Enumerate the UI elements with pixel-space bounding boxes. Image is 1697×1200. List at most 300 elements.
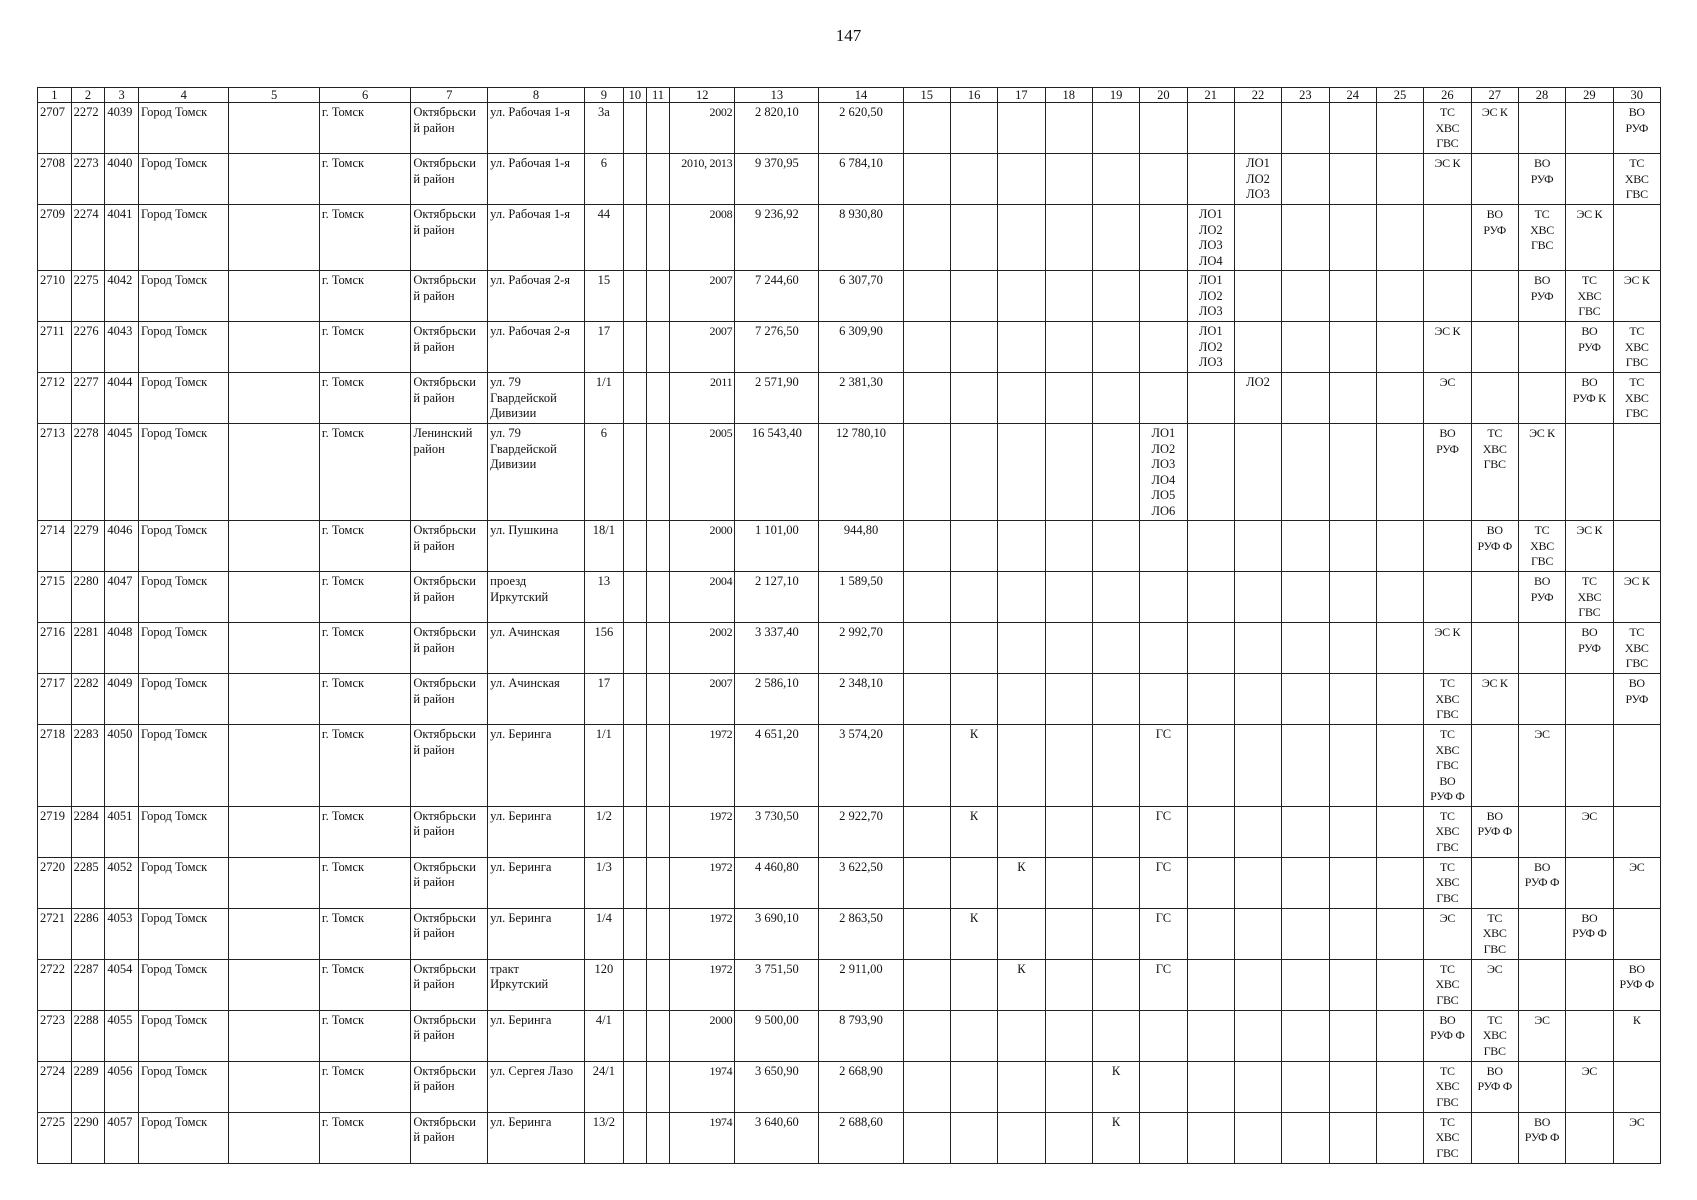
cell-text: ул. Беринга: [490, 1114, 552, 1129]
cell-col-7: [411, 1010, 488, 1061]
cell-col-18: [1045, 572, 1092, 623]
cell-col-23: [1282, 271, 1329, 322]
cell-col-12: [670, 1061, 735, 1112]
cell-col-22: [1234, 857, 1281, 908]
cell-text: 2712: [40, 375, 65, 389]
cell-col-17: [998, 154, 1045, 205]
cell-text: 6 309,90: [839, 324, 883, 338]
cell-col-18: [1045, 725, 1092, 807]
cell-col-6: [319, 1061, 411, 1112]
cell-col-22: [1234, 1061, 1281, 1112]
cell-col-1: [38, 103, 72, 154]
cell-col-8: [488, 725, 585, 807]
cell-text: Город Томск: [140, 375, 208, 389]
cell-col-17: [998, 674, 1045, 725]
cell-text: ЭС: [1534, 1012, 1550, 1027]
cell-col-5: [229, 572, 319, 623]
cell-text: 3 337,40: [755, 625, 799, 639]
cell-text: 2714: [40, 523, 65, 537]
cell-col-6: [319, 373, 411, 424]
cell-col-22: [1234, 271, 1281, 322]
cell-col-24: [1329, 857, 1376, 908]
cell-text: К: [969, 727, 979, 741]
cell-col-25: [1376, 674, 1423, 725]
cell-text: 4044: [107, 375, 133, 389]
cell-col-13: [735, 674, 819, 725]
cell-text: 120: [594, 961, 614, 976]
cell-text: 2 381,30: [839, 375, 883, 389]
cell-col-28: [1518, 373, 1565, 424]
cell-col-8: [488, 322, 585, 373]
cell-text: 2 911,00: [839, 961, 883, 976]
cell-text: 8 930,80: [839, 207, 883, 221]
cell-text: ул. Беринга: [490, 727, 552, 741]
cell-text: Город Томск: [140, 910, 208, 925]
cell-text: ВО РУФ Ф: [1477, 523, 1512, 553]
cell-text: 9 370,95: [755, 156, 799, 170]
cell-col-12: [670, 205, 735, 271]
cell-text: Город Томск: [140, 676, 208, 690]
cell-col-29: [1566, 623, 1613, 674]
cell-text: 4050: [107, 727, 133, 741]
cell-col-9: [584, 908, 623, 959]
cell-col-6: [319, 857, 411, 908]
cell-col-1: [38, 806, 72, 857]
cell-text: Город Томск: [140, 1012, 208, 1027]
cell-col-10: [623, 1112, 646, 1163]
cell-col-8: [488, 1010, 585, 1061]
cell-text: ВО РУФ Ф: [1619, 961, 1654, 991]
cell-col-5: [229, 1010, 319, 1061]
cell-col-3: [105, 725, 139, 807]
cell-text: ЭС: [1439, 375, 1456, 389]
cell-col-6: [319, 271, 411, 322]
column-number-header-row: [38, 88, 1661, 103]
cell-col-27: [1471, 424, 1518, 521]
cell-col-10: [623, 908, 646, 959]
cell-col-16: [950, 674, 997, 725]
cell-text: 2276: [73, 324, 99, 338]
cell-col-5: [229, 725, 319, 807]
cell-text: Город Томск: [140, 105, 208, 119]
cell-col-19: [1092, 424, 1139, 521]
cell-col-17: [998, 424, 1045, 521]
cell-col-17: [998, 1010, 1045, 1061]
cell-col-19: [1092, 1061, 1139, 1112]
cell-text: ТС ХВС ГВС: [1435, 961, 1460, 1007]
cell-col-26: [1424, 572, 1471, 623]
cell-text: ТС ХВС ГВС: [1624, 324, 1649, 369]
cell-col-21: [1187, 1112, 1234, 1163]
cell-text: ТС ХВС ГВС: [1624, 625, 1649, 670]
cell-text: ТС ХВС ГВС: [1482, 910, 1507, 956]
cell-col-12: [670, 322, 735, 373]
cell-col-23: [1282, 373, 1329, 424]
cell-text: проезд Иркутский: [490, 574, 549, 604]
cell-text: Город Томск: [140, 625, 208, 639]
cell-col-16: [950, 908, 997, 959]
cell-text: 4039: [107, 105, 133, 119]
cell-col-18: [1045, 322, 1092, 373]
cell-text: ВО РУФ: [1625, 105, 1649, 135]
cell-col-1: [38, 322, 72, 373]
column-header-21: 21: [1187, 88, 1234, 103]
cell-text: ТС ХВС ГВС: [1435, 1114, 1460, 1160]
cell-col-10: [623, 725, 646, 807]
cell-col-15: [903, 908, 950, 959]
cell-text: ул. Беринга: [490, 1012, 552, 1027]
cell-text: 13/2: [592, 1114, 615, 1129]
cell-text: ЭС: [1534, 727, 1550, 741]
cell-col-22: [1234, 424, 1281, 521]
cell-col-14: [819, 424, 903, 521]
cell-col-24: [1329, 959, 1376, 1010]
cell-col-23: [1282, 1112, 1329, 1163]
cell-text: ТС ХВС ГВС: [1624, 375, 1649, 420]
cell-text: 156: [594, 625, 614, 639]
cell-text: 1972: [709, 910, 733, 925]
cell-col-19: [1092, 205, 1139, 271]
cell-text: 6: [600, 426, 607, 440]
cell-col-15: [903, 322, 950, 373]
cell-text: г. Томск: [321, 207, 365, 221]
cell-col-28: [1518, 322, 1565, 373]
cell-col-26: [1424, 623, 1471, 674]
cell-col-6: [319, 959, 411, 1010]
cell-col-21: [1187, 623, 1234, 674]
cell-text: 2725: [40, 1114, 65, 1129]
cell-col-10: [623, 103, 646, 154]
cell-col-11: [646, 1061, 669, 1112]
cell-col-20: [1140, 725, 1187, 807]
cell-col-8: [488, 857, 585, 908]
cell-col-12: [670, 623, 735, 674]
cell-col-30: [1613, 521, 1660, 572]
cell-col-13: [735, 725, 819, 807]
cell-text: ул. 79 Гвардейской Дивизии: [490, 375, 557, 420]
cell-col-9: [584, 623, 623, 674]
cell-col-16: [950, 857, 997, 908]
cell-col-7: [411, 674, 488, 725]
cell-text: 9 236,92: [755, 207, 799, 221]
cell-col-11: [646, 1010, 669, 1061]
cell-col-27: [1471, 623, 1518, 674]
cell-text: 2710: [40, 273, 65, 287]
cell-col-9: [584, 806, 623, 857]
cell-text: 1/2: [595, 808, 612, 823]
cell-col-17: [998, 572, 1045, 623]
cell-col-9: [584, 271, 623, 322]
cell-text: 15: [597, 273, 611, 287]
cell-col-20: [1140, 1061, 1187, 1112]
cell-col-16: [950, 806, 997, 857]
cell-text: Город Томск: [140, 574, 208, 588]
cell-col-28: [1518, 521, 1565, 572]
cell-col-27: [1471, 322, 1518, 373]
cell-text: 4 651,20: [755, 727, 799, 741]
cell-col-18: [1045, 1061, 1092, 1112]
cell-col-23: [1282, 1061, 1329, 1112]
cell-col-16: [950, 521, 997, 572]
cell-col-23: [1282, 908, 1329, 959]
cell-col-2: [71, 959, 105, 1010]
cell-col-23: [1282, 424, 1329, 521]
cell-text: 2279: [73, 523, 99, 537]
cell-text: г. Томск: [321, 574, 365, 588]
cell-text: 2289: [73, 1063, 99, 1078]
cell-col-30: [1613, 725, 1660, 807]
cell-col-3: [105, 103, 139, 154]
cell-text: ул. Беринга: [490, 859, 552, 874]
cell-text: 2281: [73, 625, 99, 639]
cell-text: 2007: [709, 273, 733, 287]
cell-col-14: [819, 205, 903, 271]
cell-text: ЛО1 ЛО2 ЛО3: [1198, 324, 1223, 369]
cell-col-15: [903, 103, 950, 154]
cell-col-11: [646, 424, 669, 521]
cell-col-4: [138, 154, 228, 205]
cell-col-7: [411, 806, 488, 857]
cell-col-19: [1092, 154, 1139, 205]
cell-col-4: [138, 205, 228, 271]
column-header-8: 8: [488, 88, 585, 103]
cell-col-9: [584, 857, 623, 908]
cell-col-5: [229, 205, 319, 271]
cell-col-13: [735, 572, 819, 623]
cell-text: К: [1017, 961, 1026, 976]
cell-col-9: [584, 322, 623, 373]
cell-text: 2 348,10: [839, 676, 883, 690]
cell-col-1: [38, 424, 72, 521]
cell-col-16: [950, 271, 997, 322]
cell-text: 17: [597, 676, 611, 690]
cell-text: ул. Рабочая 2-я: [490, 273, 571, 287]
cell-col-23: [1282, 959, 1329, 1010]
column-header-14: 14: [819, 88, 903, 103]
cell-col-7: [411, 424, 488, 521]
cell-col-26: [1424, 424, 1471, 521]
cell-col-6: [319, 424, 411, 521]
cell-text: г. Томск: [321, 910, 365, 925]
cell-col-8: [488, 674, 585, 725]
cell-text: ЛО1 ЛО2 ЛО3: [1246, 156, 1270, 201]
cell-col-20: [1140, 806, 1187, 857]
cell-col-30: [1613, 959, 1660, 1010]
cell-col-20: [1140, 373, 1187, 424]
cell-col-25: [1376, 1112, 1423, 1163]
cell-col-2: [71, 806, 105, 857]
cell-col-22: [1234, 959, 1281, 1010]
cell-text: ТС ХВС ГВС: [1435, 859, 1460, 905]
cell-col-17: [998, 908, 1045, 959]
cell-col-15: [903, 674, 950, 725]
table-row: [38, 623, 1661, 674]
cell-col-6: [319, 103, 411, 154]
cell-col-22: [1234, 521, 1281, 572]
cell-text: 2008: [709, 207, 733, 221]
cell-text: ВО РУФ: [1483, 207, 1506, 237]
cell-text: 1/4: [595, 910, 612, 925]
cell-col-1: [38, 521, 72, 572]
cell-col-5: [229, 1061, 319, 1112]
table-row: [38, 572, 1661, 623]
cell-text: г. Томск: [321, 523, 365, 537]
cell-text: 2 127,10: [755, 574, 799, 588]
cell-text: Октябрьски й район: [413, 808, 476, 838]
cell-col-3: [105, 908, 139, 959]
cell-col-4: [138, 959, 228, 1010]
table-row: [38, 857, 1661, 908]
cell-col-30: [1613, 908, 1660, 959]
cell-col-14: [819, 103, 903, 154]
cell-col-2: [71, 424, 105, 521]
cell-col-24: [1329, 572, 1376, 623]
cell-col-18: [1045, 373, 1092, 424]
cell-text: 4048: [107, 625, 133, 639]
cell-text: 2002: [709, 625, 733, 639]
cell-text: ТС ХВС ГВС: [1482, 1012, 1507, 1058]
cell-col-17: [998, 806, 1045, 857]
cell-col-4: [138, 424, 228, 521]
cell-col-21: [1187, 806, 1234, 857]
table-row: [38, 1010, 1661, 1061]
cell-col-13: [735, 857, 819, 908]
cell-col-2: [71, 674, 105, 725]
cell-col-10: [623, 959, 646, 1010]
cell-text: ул. Ачинская: [490, 676, 560, 690]
cell-col-21: [1187, 572, 1234, 623]
cell-col-19: [1092, 572, 1139, 623]
cell-col-4: [138, 322, 228, 373]
cell-text: 2 688,60: [839, 1114, 883, 1129]
cell-col-11: [646, 857, 669, 908]
cell-text: Октябрьски й район: [413, 105, 476, 135]
cell-col-21: [1187, 725, 1234, 807]
cell-col-8: [488, 623, 585, 674]
cell-text: 2723: [40, 1012, 65, 1027]
cell-text: 2 992,70: [839, 625, 883, 639]
cell-col-13: [735, 103, 819, 154]
cell-col-27: [1471, 521, 1518, 572]
cell-col-12: [670, 1010, 735, 1061]
cell-col-29: [1566, 103, 1613, 154]
cell-col-15: [903, 1061, 950, 1112]
cell-text: г. Томск: [321, 105, 365, 119]
cell-col-8: [488, 521, 585, 572]
cell-col-7: [411, 572, 488, 623]
cell-text: 4041: [107, 207, 133, 221]
cell-text: г. Томск: [321, 727, 365, 741]
column-header-17: 17: [998, 88, 1045, 103]
column-header-22: 22: [1234, 88, 1281, 103]
cell-col-5: [229, 424, 319, 521]
cell-text: 2011: [709, 375, 733, 389]
cell-text: 4055: [107, 1012, 133, 1027]
cell-col-13: [735, 373, 819, 424]
table-row: [38, 154, 1661, 205]
cell-text: Октябрьски й район: [413, 523, 476, 553]
cell-text: ЭС: [1581, 1063, 1598, 1078]
cell-col-2: [71, 1112, 105, 1163]
cell-col-18: [1045, 103, 1092, 154]
cell-col-5: [229, 674, 319, 725]
cell-col-14: [819, 623, 903, 674]
cell-col-5: [229, 806, 319, 857]
table-row: [38, 205, 1661, 271]
cell-col-16: [950, 1061, 997, 1112]
cell-col-14: [819, 373, 903, 424]
cell-text: 6: [600, 156, 607, 170]
cell-col-25: [1376, 373, 1423, 424]
cell-text: 2007: [709, 676, 733, 690]
cell-col-14: [819, 154, 903, 205]
cell-col-19: [1092, 857, 1139, 908]
table-row: [38, 725, 1661, 807]
cell-col-29: [1566, 1061, 1613, 1112]
cell-col-11: [646, 154, 669, 205]
cell-col-26: [1424, 1010, 1471, 1061]
cell-text: 1/1: [595, 375, 612, 389]
cell-text: ВО РУФ: [1530, 156, 1554, 186]
cell-col-9: [584, 424, 623, 521]
cell-text: 2273: [73, 156, 99, 170]
column-header-13: 13: [735, 88, 819, 103]
cell-col-27: [1471, 572, 1518, 623]
cell-col-15: [903, 1010, 950, 1061]
cell-text: 2 586,10: [755, 676, 799, 690]
cell-text: ЛО2: [1246, 375, 1270, 389]
cell-col-25: [1376, 1010, 1423, 1061]
cell-col-13: [735, 908, 819, 959]
cell-text: ЭС: [1439, 910, 1456, 925]
cell-text: г. Томск: [321, 426, 365, 440]
cell-col-28: [1518, 103, 1565, 154]
cell-col-10: [623, 623, 646, 674]
cell-col-9: [584, 103, 623, 154]
cell-col-21: [1187, 1061, 1234, 1112]
cell-col-1: [38, 908, 72, 959]
cell-col-24: [1329, 271, 1376, 322]
cell-col-11: [646, 271, 669, 322]
cell-col-23: [1282, 205, 1329, 271]
cell-col-8: [488, 1061, 585, 1112]
cell-text: Город Томск: [140, 523, 208, 537]
cell-col-8: [488, 373, 585, 424]
cell-col-26: [1424, 322, 1471, 373]
cell-col-25: [1376, 424, 1423, 521]
cell-col-4: [138, 572, 228, 623]
cell-col-28: [1518, 1112, 1565, 1163]
cell-text: 2708: [40, 156, 65, 170]
cell-col-14: [819, 521, 903, 572]
cell-col-1: [38, 857, 72, 908]
cell-col-17: [998, 373, 1045, 424]
cell-col-28: [1518, 154, 1565, 205]
cell-text: 2707: [40, 105, 65, 119]
cell-col-28: [1518, 674, 1565, 725]
cell-col-18: [1045, 521, 1092, 572]
cell-col-27: [1471, 806, 1518, 857]
cell-col-21: [1187, 373, 1234, 424]
cell-col-9: [584, 1061, 623, 1112]
cell-col-28: [1518, 572, 1565, 623]
cell-text: 2000: [709, 523, 733, 537]
cell-text: 2000: [709, 1012, 733, 1027]
cell-col-29: [1566, 271, 1613, 322]
cell-col-10: [623, 674, 646, 725]
cell-col-14: [819, 857, 903, 908]
cell-col-16: [950, 1112, 997, 1163]
